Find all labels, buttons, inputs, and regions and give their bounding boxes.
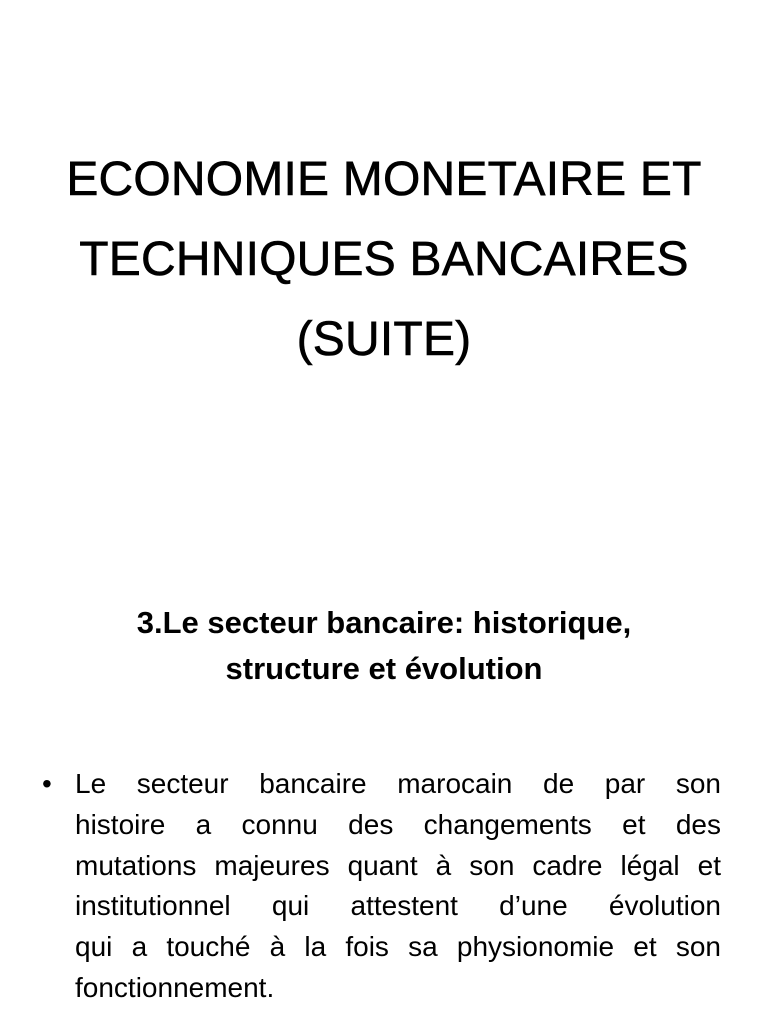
slide-title [20,140,748,380]
title-line-3: (SUITE) [296,313,472,366]
bullet-line-4: institutionnel qui attestent d’une évolution [75,890,721,922]
bullet-text [75,764,721,1009]
title-line-2: TECHNIQUES BANCAIRES [79,233,689,286]
section-heading-line-2: structure et évolution [225,651,543,686]
bullet-line-6: fonctionnement. [75,971,275,1003]
bullet-line-2: histoire a connu des changements et des [75,808,721,840]
bullet-line-5: qui a touché à la fois sa physionomie et son [75,931,721,963]
section-heading [40,600,728,692]
bullet-point-icon: • [42,768,52,799]
bullet-line-3: mutations majeures quant à son cadre légal et [75,849,721,881]
bullet-line-1: Le secteur bancaire marocain de par son [75,768,721,799]
title-line-1: ECONOMIE MONETAIRE ET [66,153,702,206]
section-heading-line-1: 3.Le secteur bancaire: historique, [136,605,632,640]
